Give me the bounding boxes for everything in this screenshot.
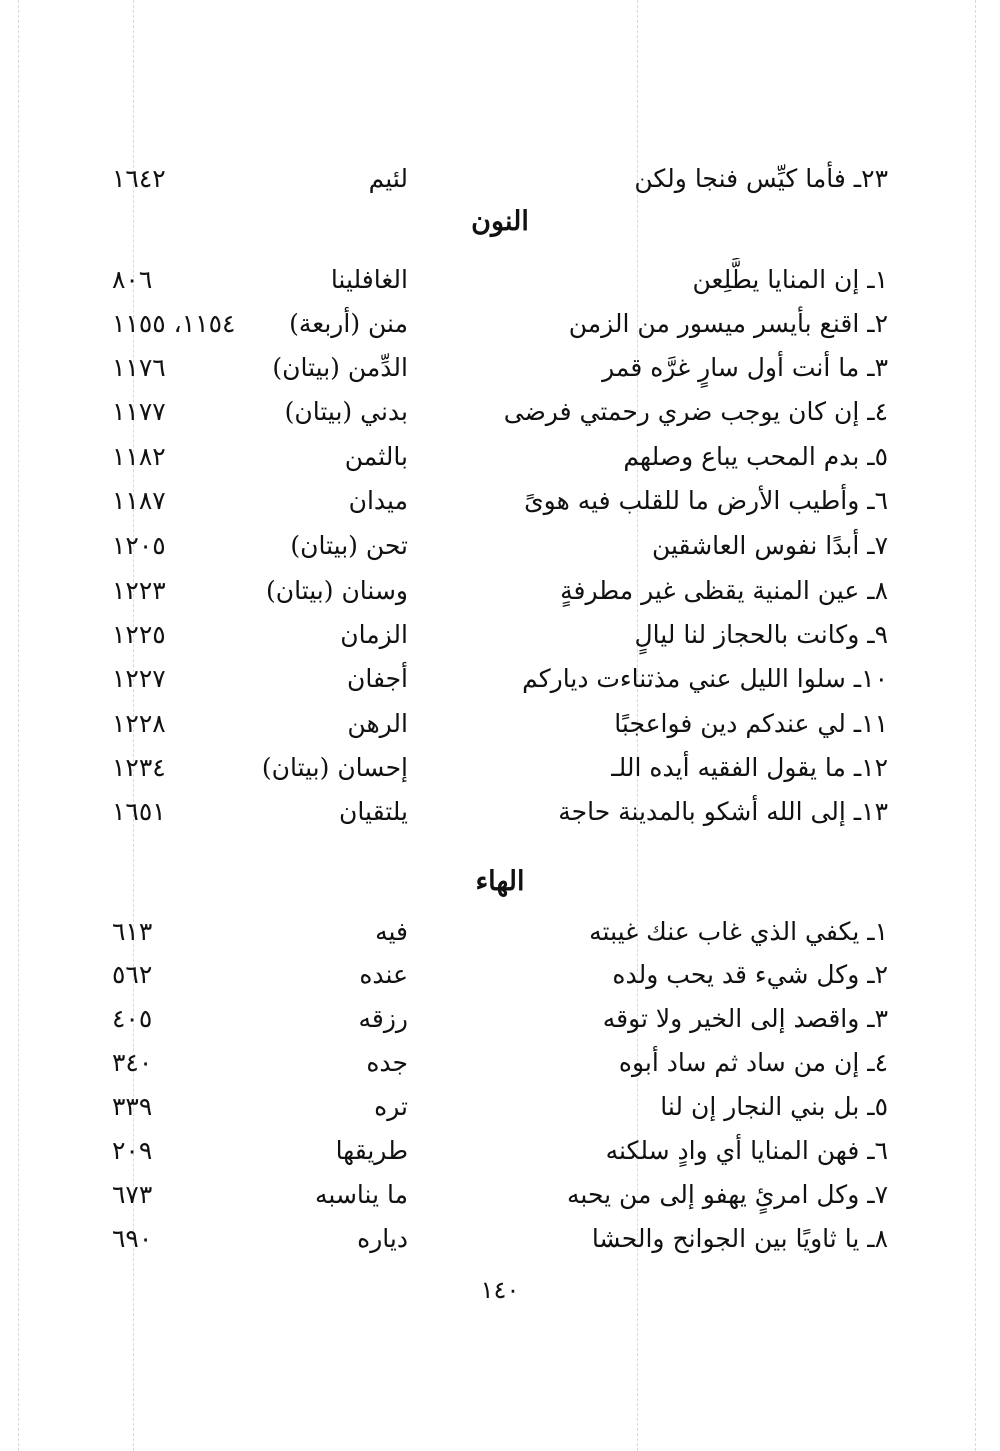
index-row bbox=[0, 479, 1000, 523]
verse-incipit: ٢ـ اقنع بأيسر ميسور من الزمن bbox=[568, 309, 888, 338]
rhyme-word: تحن (بيتان) bbox=[290, 531, 408, 560]
rhyme-word: الرهن bbox=[347, 709, 408, 738]
index-row bbox=[0, 953, 1000, 997]
verse-incipit: ٩ـ وكانت بالحجاز لنا ليالٍ bbox=[634, 620, 888, 649]
verse-incipit: ٧ـ أبدًا نفوس العاشقين bbox=[651, 531, 888, 560]
verse-incipit: ٥ـ بل بني النجار إن لنا bbox=[660, 1092, 888, 1121]
page-reference: ١٢٠٥ bbox=[112, 531, 166, 560]
verse-incipit: ١٠ـ سلوا الليل عني مذتناءت دياركم bbox=[522, 664, 888, 693]
verse-incipit: ٣ـ ما أنت أول سارٍ غرَّه قمر bbox=[602, 353, 888, 382]
index-row bbox=[0, 390, 1000, 434]
verse-incipit: ٢ـ وكل شيء قد يحب ولده bbox=[612, 960, 888, 989]
page-reference: ١٢٢٥ bbox=[112, 620, 166, 649]
index-row bbox=[0, 435, 1000, 479]
rhyme-word: لئيم bbox=[368, 164, 408, 193]
index-row bbox=[0, 702, 1000, 746]
index-row bbox=[0, 910, 1000, 954]
page-number: ١٤٠ bbox=[480, 1276, 520, 1304]
rhyme-word: طريقها bbox=[335, 1136, 408, 1165]
rhyme-word: أجفان bbox=[346, 664, 408, 693]
page-reference: ١٢٣٤ bbox=[112, 753, 166, 782]
index-row bbox=[0, 302, 1000, 346]
verse-incipit: ٥ـ بدم المحب يباع وصلهم bbox=[623, 442, 888, 471]
rhyme-word: وسنان (بيتان) bbox=[265, 576, 408, 605]
index-row bbox=[0, 746, 1000, 790]
rhyme-word: إحسان (بيتان) bbox=[261, 753, 408, 782]
verse-incipit: ٨ـ عين المنية يقظى غير مطرفةٍ bbox=[560, 576, 888, 605]
page-reference: ١٦٤٢ bbox=[112, 164, 166, 193]
rhyme-word: الزمان bbox=[340, 620, 408, 649]
index-row bbox=[0, 613, 1000, 657]
page-reference: ٨٠٦ bbox=[112, 265, 153, 294]
index-row bbox=[0, 997, 1000, 1041]
verse-incipit: ١٢ـ ما يقول الفقيه أيده اللـ bbox=[611, 753, 888, 782]
rhyme-word: جده bbox=[366, 1048, 408, 1077]
page-reference: ٣٣٩ bbox=[112, 1092, 153, 1121]
index-row bbox=[0, 524, 1000, 568]
verse-incipit: ٧ـ وكل امرئٍ يهفو إلى من يحبه bbox=[567, 1180, 888, 1209]
rhyme-word: تره bbox=[374, 1092, 408, 1121]
verse-incipit: ٦ـ فهن المنايا أي وادٍ سلكنه bbox=[605, 1136, 888, 1165]
rhyme-word: ميدان bbox=[348, 486, 408, 515]
page-reference: ٢٠٩ bbox=[112, 1136, 153, 1165]
page-reference: ١٢٢٨ bbox=[112, 709, 166, 738]
rhyme-word: الدِّمن (بيتان) bbox=[272, 353, 408, 382]
section-heading-nun: النون bbox=[471, 206, 529, 237]
page-reference: ٥٦٢ bbox=[112, 960, 153, 989]
verse-incipit: ٤ـ إن كان يوجب ضري رحمتي فرضى bbox=[503, 397, 888, 426]
page-reference: ٣٤٠ bbox=[112, 1048, 153, 1077]
index-row bbox=[0, 258, 1000, 302]
index-row bbox=[0, 657, 1000, 701]
verse-incipit: ٤ـ إن من ساد ثم ساد أبوه bbox=[618, 1048, 888, 1077]
verse-incipit: ١١ـ لي عندكم دين فواعجبًا bbox=[614, 709, 888, 738]
verse-incipit: ١ـ إن المنايا يطَّلِعن bbox=[692, 265, 888, 294]
section-heading-ha: الهاء bbox=[475, 866, 525, 897]
rhyme-word: دياره bbox=[357, 1224, 408, 1253]
rhyme-word: بالثمن bbox=[344, 442, 408, 471]
rhyme-word: بدني (بيتان) bbox=[284, 397, 408, 426]
page-reference: ١١٥٤، ١١٥٥ bbox=[112, 309, 236, 338]
page-reference: ١١٨٧ bbox=[112, 486, 166, 515]
index-row bbox=[0, 790, 1000, 834]
page-reference: ١٦٥١ bbox=[112, 797, 166, 826]
index-row bbox=[0, 569, 1000, 613]
rhyme-word: الغافلينا bbox=[330, 265, 408, 294]
page-reference: ١١٧٦ bbox=[112, 353, 166, 382]
page-reference: ١١٧٧ bbox=[112, 397, 166, 426]
verse-incipit: ٨ـ يا ثاويًا بين الجوانح والحشا bbox=[591, 1224, 888, 1253]
index-row bbox=[0, 1217, 1000, 1261]
rhyme-word: رزقه bbox=[358, 1004, 408, 1033]
rhyme-word: عنده bbox=[359, 960, 408, 989]
index-row bbox=[0, 346, 1000, 390]
rhyme-word: منن (أربعة) bbox=[289, 309, 408, 338]
verse-incipit: ٢٣ـ فأما كيِّس فنجا ولكن bbox=[634, 164, 888, 193]
page-reference: ١٢٢٧ bbox=[112, 664, 166, 693]
rhyme-word: يلتقيان bbox=[339, 797, 408, 826]
index-row bbox=[0, 1085, 1000, 1129]
index-row bbox=[0, 1129, 1000, 1173]
page-reference: ١١٨٢ bbox=[112, 442, 166, 471]
rhyme-word: ما يناسبه bbox=[315, 1180, 408, 1209]
rhyme-word: فيه bbox=[375, 917, 408, 946]
index-row bbox=[0, 157, 1000, 201]
page-reference: ٤٠٥ bbox=[112, 1004, 153, 1033]
verse-incipit: ١٣ـ إلى الله أشكو بالمدينة حاجة bbox=[558, 797, 888, 826]
verse-incipit: ٦ـ وأطيب الأرض ما للقلب فيه هوىً bbox=[524, 486, 888, 515]
index-row bbox=[0, 1173, 1000, 1217]
page-reference: ٦٩٠ bbox=[112, 1224, 153, 1253]
page-reference: ٦١٣ bbox=[112, 917, 153, 946]
page-reference: ١٢٢٣ bbox=[112, 576, 166, 605]
page-reference: ٦٧٣ bbox=[112, 1180, 153, 1209]
verse-incipit: ٣ـ واقصد إلى الخير ولا توقه bbox=[602, 1004, 888, 1033]
verse-incipit: ١ـ يكفي الذي غاب عنك غيبته bbox=[589, 917, 888, 946]
index-row bbox=[0, 1041, 1000, 1085]
